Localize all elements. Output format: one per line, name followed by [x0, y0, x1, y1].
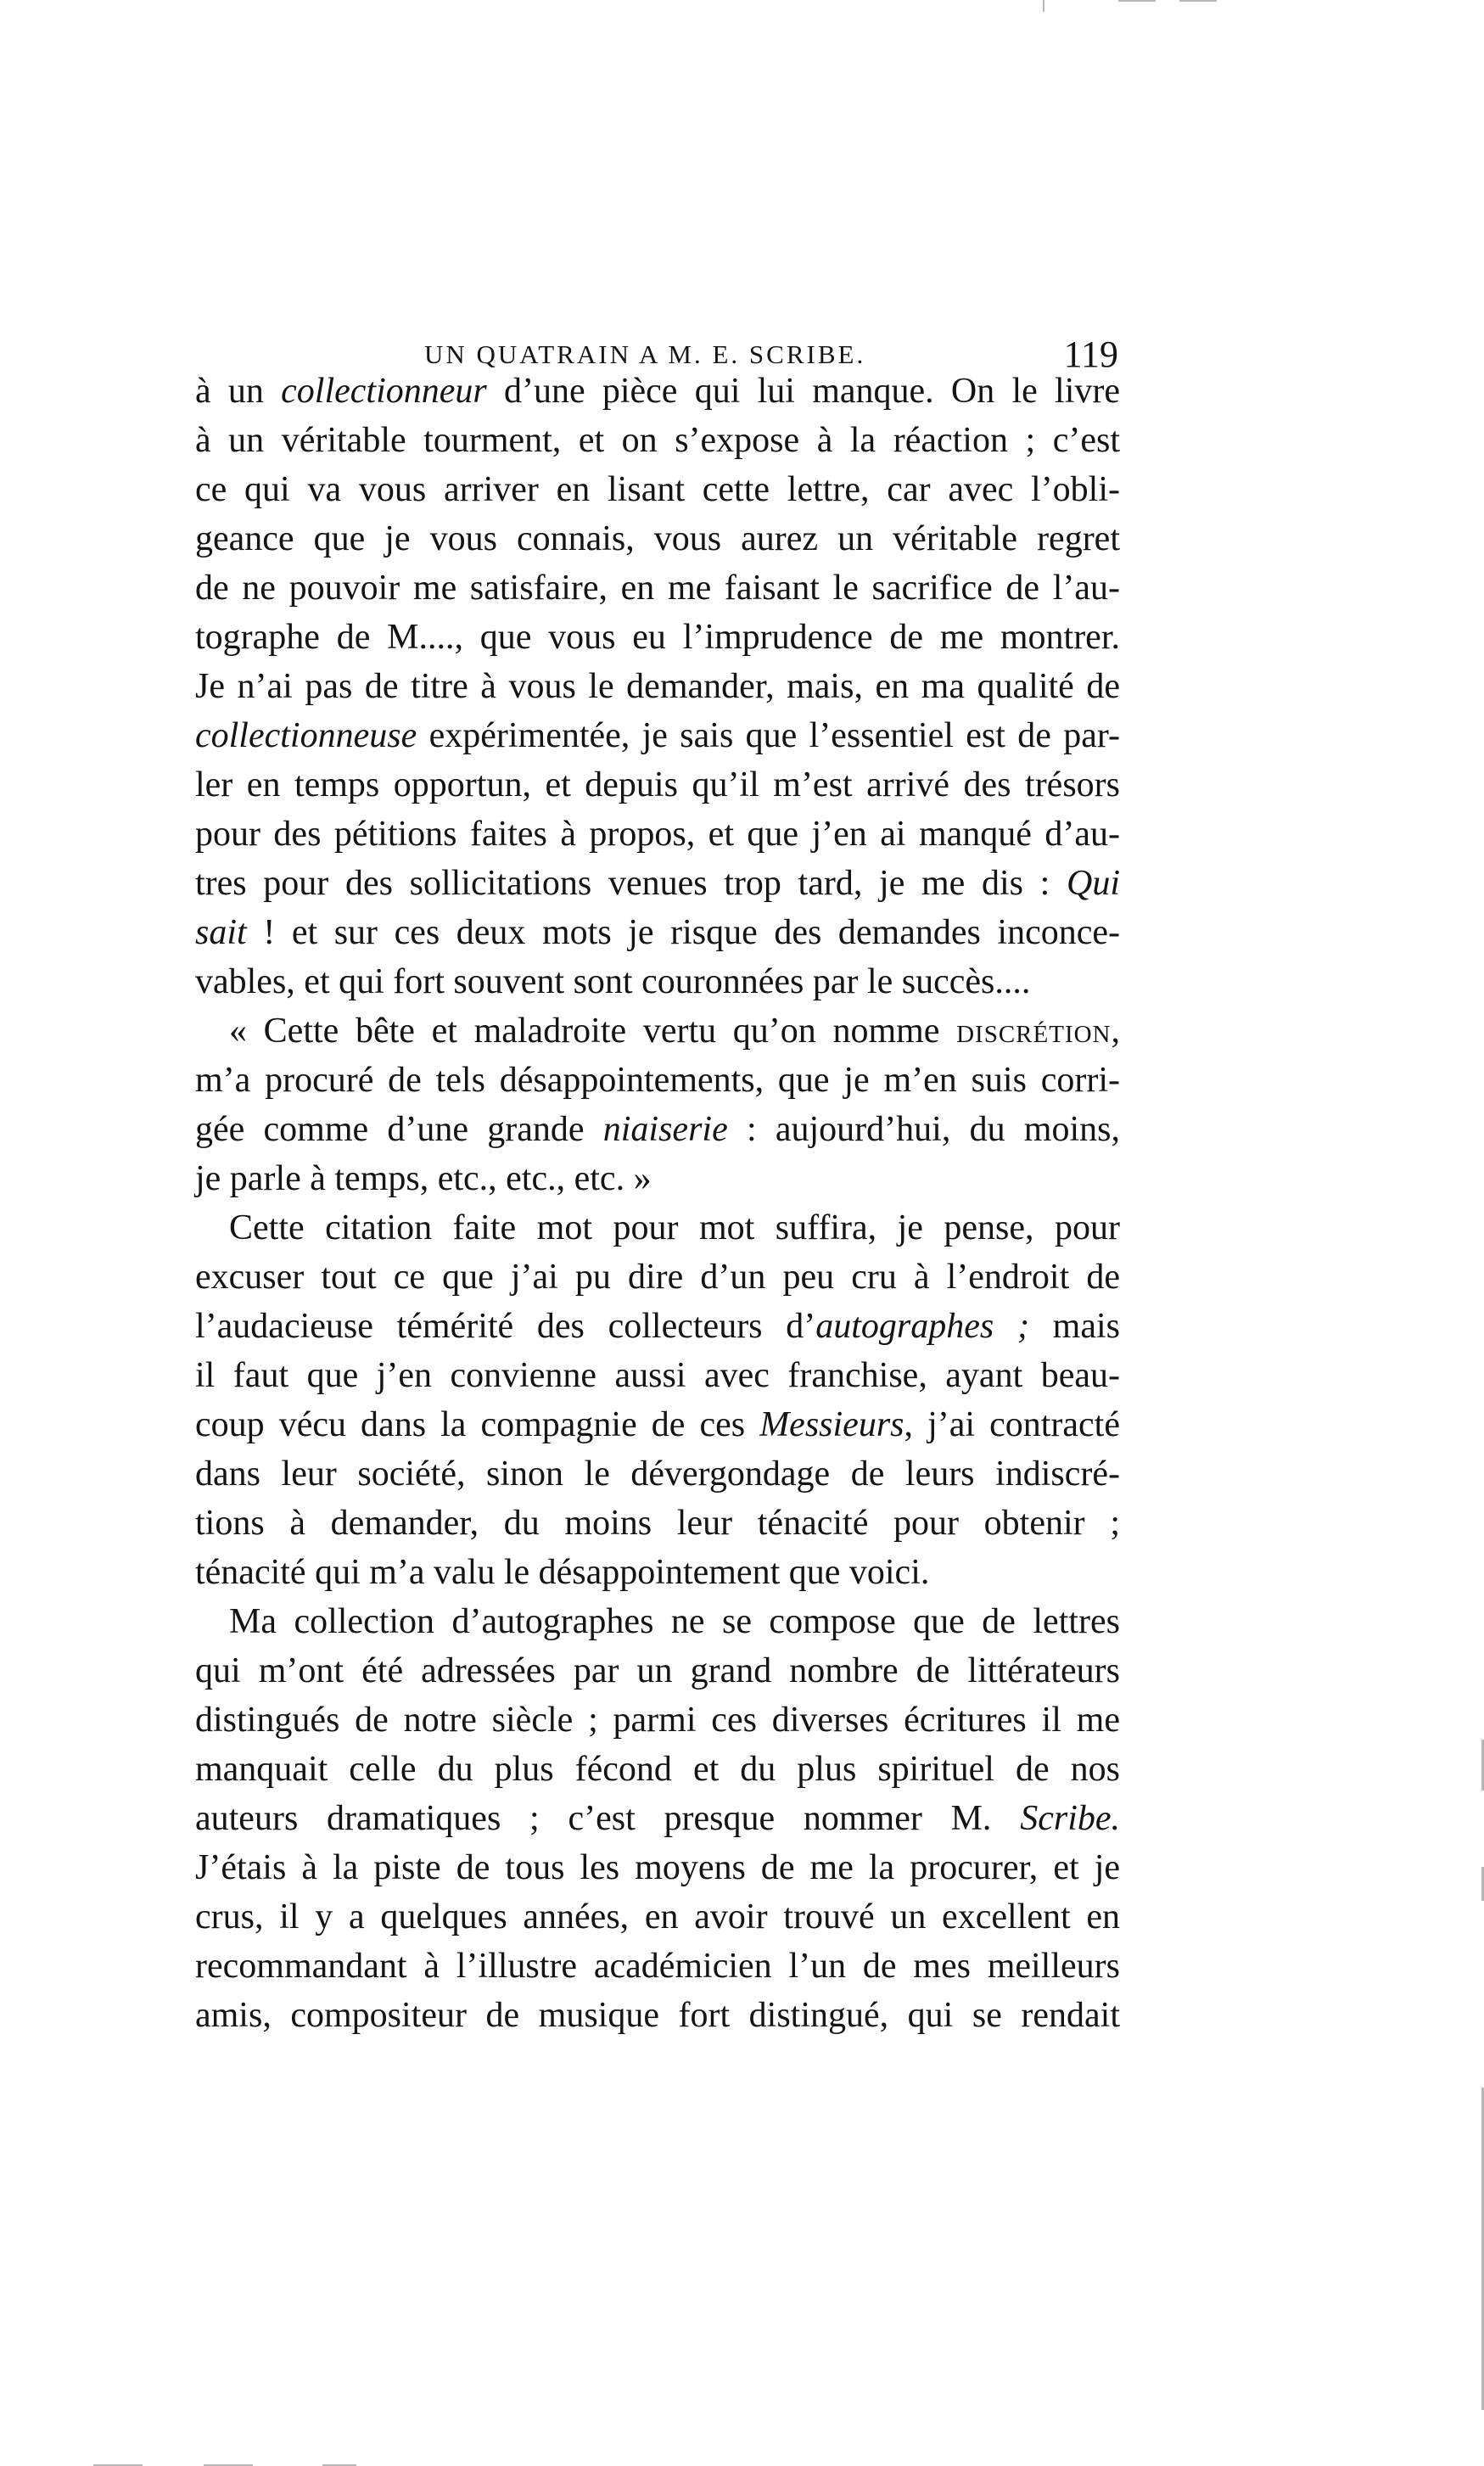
italic-text: autographes ; — [815, 1307, 1029, 1346]
text-line — [195, 1056, 1120, 1105]
text-line — [195, 1499, 1120, 1548]
text-segment: gée comme d’une grande — [195, 1110, 603, 1149]
text-line — [195, 1006, 1120, 1056]
text-segment: auteurs dramatiques ; c’est presque nommer M. — [195, 1799, 1021, 1838]
text-segment: tographe de M...., que vous eu l’imprudence de me montrer. — [195, 618, 1120, 657]
scan-mark-top — [1179, 0, 1217, 2]
text-segment: pour des pétitions faites à propos, et que j’en ai manqué d’au- — [195, 815, 1120, 854]
text-line — [195, 1843, 1120, 1892]
running-title: UN QUATRAIN A M. E. SCRIBE. — [424, 339, 866, 369]
page-number: 119 — [1063, 333, 1118, 375]
text-line — [195, 760, 1120, 810]
text-segment: coup vécu dans la compagnie de ces — [195, 1405, 760, 1444]
text-segment: d’une pièce qui lui manque. On le livre — [486, 372, 1120, 411]
text-line — [195, 1253, 1120, 1302]
text-segment: expérimentée, je sais que l’essentiel est de par- — [417, 716, 1120, 755]
text-segment: excuser tout ce que j’ai pu dire d’un peu cru à l’endroit de — [195, 1258, 1120, 1297]
text-segment: dans leur société, sinon le dévergondage de leurs indiscré- — [195, 1454, 1120, 1494]
text-segment: à un véritable tourment, et on s’expose à la réaction ; c’est — [195, 421, 1120, 460]
text-line — [195, 957, 1120, 1006]
text-segment: crus, il y a quelques années, en avoir trouvé un excellent en — [195, 1897, 1120, 1936]
scan-mark-top-tick — [1043, 0, 1044, 12]
smallcaps-text: discrétion — [956, 1012, 1112, 1051]
text-segment: Ma collection d’autographes ne se compose que de lettres — [229, 1602, 1120, 1641]
text-line — [195, 1892, 1120, 1942]
text-segment: qui m’ont été adressées par un grand nombre de littérateurs — [195, 1651, 1120, 1690]
text-line — [195, 1302, 1120, 1351]
text-line — [195, 1942, 1120, 1991]
text-segment: ce qui va vous arriver en lisant cette lettre, car avec l’obli- — [195, 470, 1120, 509]
text-segment: , j’ai contracté — [904, 1405, 1120, 1444]
text-segment: J’étais à la piste de tous les moyens de me la procurer, et je — [195, 1848, 1120, 1887]
text-segment: geance que je vous connais, vous aurez un véritable regret — [195, 519, 1120, 558]
text-line — [195, 1991, 1120, 2040]
text-line — [195, 662, 1120, 711]
text-line — [195, 563, 1120, 613]
text-segment: ténacité qui m’a valu le désappointement que voici. — [195, 1553, 930, 1592]
italic-text: Messieurs — [759, 1405, 904, 1444]
text-line — [195, 810, 1120, 859]
text-line — [195, 1400, 1120, 1449]
text-line — [195, 908, 1120, 957]
text-line — [195, 367, 1120, 416]
text-segment: tres pour des sollicitations venues trop tard, je me dis : — [195, 864, 1067, 903]
text-line — [195, 1745, 1120, 1794]
text-segment: ler en temps opportun, et depuis qu’il m’est arrivé des trésors — [195, 765, 1120, 804]
text-line — [195, 1105, 1120, 1154]
text-line — [195, 711, 1120, 760]
text-segment: distingués de notre siècle ; parmi ces diverses écritures il me — [195, 1701, 1120, 1740]
text-line — [195, 1203, 1120, 1253]
text-line — [195, 1351, 1120, 1400]
scan-mark-top — [1118, 0, 1156, 2]
italic-text: collectionneur — [281, 372, 487, 411]
text-segment: , — [1111, 1012, 1120, 1051]
text-segment: Cette citation faite mot pour mot suffira, je pense, pour — [229, 1208, 1120, 1247]
text-line — [195, 1154, 1120, 1203]
text-segment: à un — [195, 372, 282, 411]
text-line — [195, 613, 1120, 662]
italic-text: sait — [195, 913, 247, 952]
text-segment: vables, et qui fort souvent sont couronnées par le succès.... — [195, 962, 1031, 1001]
text-line — [195, 859, 1120, 908]
text-segment: ! et sur ces deux mots je risque des demandes inconce- — [246, 913, 1120, 952]
text-segment: mais — [1028, 1307, 1120, 1346]
text-segment: recommandant à l’illustre académicien l’un de mes meilleurs — [195, 1947, 1120, 1986]
italic-text: collectionneuse — [195, 716, 417, 755]
text-segment: l’audacieuse témérité des collecteurs d’ — [195, 1307, 816, 1346]
text-segment: de ne pouvoir me satisfaire, en me faisant le sacrifice de l’au- — [195, 569, 1120, 608]
text-line — [195, 1548, 1120, 1597]
text-segment: manquait celle du plus fécond et du plus spirituel de nos — [195, 1750, 1120, 1789]
text-line — [195, 1449, 1120, 1499]
text-line — [195, 1794, 1120, 1843]
text-segment: je parle à temps, etc., etc., etc. » — [195, 1159, 652, 1198]
text-line — [195, 416, 1120, 465]
text-segment: « Cette bête et maladroite vertu qu’on nomme — [229, 1012, 957, 1051]
text-segment: Je n’ai pas de titre à vous le demander, mais, en ma qualité de — [195, 667, 1120, 706]
text-segment: tions à demander, du moins leur ténacité pour obtenir ; — [195, 1504, 1120, 1543]
italic-text: niaiserie — [602, 1110, 728, 1149]
text-segment: amis, compositeur de musique fort distingué, qui se rendait — [195, 1996, 1120, 2035]
text-line — [195, 1695, 1120, 1745]
text-line — [195, 465, 1120, 514]
text-segment: il faut que j’en convienne aussi avec franchise, ayant beau- — [195, 1356, 1120, 1395]
text-segment: : aujourd’hui, du moins, — [727, 1110, 1120, 1149]
text-line — [195, 1646, 1120, 1695]
body-text — [195, 367, 1120, 2040]
text-line — [195, 1597, 1120, 1646]
text-segment: m’a procuré de tels désappointements, que je m’en suis corri- — [195, 1061, 1120, 1100]
text-line — [195, 514, 1120, 563]
italic-text: Scribe. — [1020, 1799, 1120, 1838]
italic-text: Qui — [1067, 864, 1120, 903]
